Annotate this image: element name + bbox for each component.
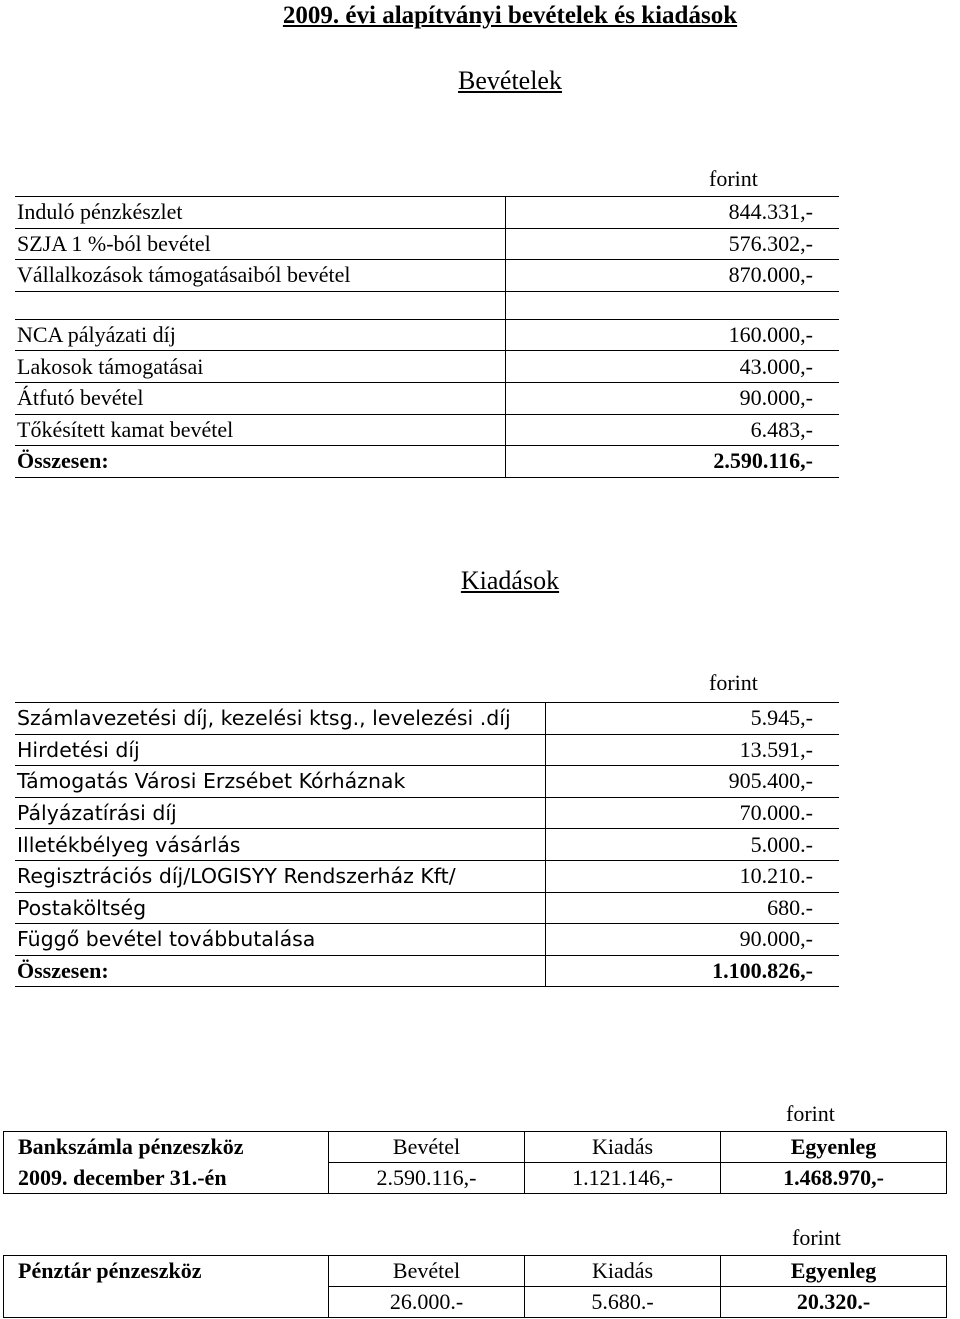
income-total-amount: 2.590.116,- <box>505 446 839 478</box>
table-row <box>15 766 839 798</box>
table-row <box>4 1256 947 1287</box>
table-spacer-row <box>15 291 839 319</box>
table-row <box>15 797 839 829</box>
expenses-table <box>15 702 839 987</box>
expense-row-amount: 5.000.- <box>545 829 839 861</box>
bank-income-value: 2.590.116,- <box>329 1163 525 1194</box>
table-row <box>15 197 839 229</box>
expense-row-label: Illetékbélyeg vásárlás <box>15 829 545 861</box>
expenses-total-row <box>15 955 839 987</box>
cash-col-expense: Kiadás <box>525 1256 721 1287</box>
table-row <box>15 924 839 956</box>
cash-unit-label: forint <box>792 1225 841 1250</box>
bank-label-line2: 2009. december 31.-én <box>4 1163 329 1194</box>
income-row-label: Átfutó bevétel <box>15 382 505 414</box>
table-row <box>15 228 839 260</box>
cash-income-value: 26.000.- <box>329 1287 525 1318</box>
document-title: 2009. évi alapítványi bevételek és kiadások <box>282 2 738 29</box>
expense-row-amount: 905.400,- <box>545 766 839 798</box>
expense-row-label: Postaköltség <box>15 892 545 924</box>
bank-col-balance: Egyenleg <box>721 1132 947 1163</box>
cash-balance-value: 20.320.- <box>721 1287 947 1318</box>
expense-row-amount: 5.945,- <box>545 703 839 735</box>
expense-row-amount: 70.000.- <box>545 797 839 829</box>
expenses-unit-label: forint <box>709 670 758 695</box>
table-row <box>15 703 839 735</box>
cash-label-empty <box>4 1287 329 1318</box>
income-heading: Bevételek <box>458 66 562 95</box>
income-row-label: Induló pénzkészlet <box>15 197 505 229</box>
income-row-label: NCA pályázati díj <box>15 319 505 351</box>
cash-summary-table <box>3 1255 947 1318</box>
income-row-amount: 844.331,- <box>505 197 839 229</box>
expense-row-amount: 90.000,- <box>545 924 839 956</box>
income-row-amount: 43.000,- <box>505 351 839 383</box>
expense-row-amount: 10.210.- <box>545 860 839 892</box>
table-row <box>15 319 839 351</box>
bank-col-income: Bevétel <box>329 1132 525 1163</box>
table-row <box>4 1287 947 1318</box>
income-total-label: Összesen: <box>15 446 505 478</box>
expense-row-label: Számlavezetési díj, kezelési ktsg., levelezési .díj <box>15 703 545 735</box>
table-row <box>15 382 839 414</box>
income-row-label: SZJA 1 %-ból bevétel <box>15 228 505 260</box>
bank-unit-label: forint <box>786 1101 835 1126</box>
bank-label-line1: Bankszámla pénzeszköz <box>4 1132 329 1163</box>
expense-row-label: Pályázatírási díj <box>15 797 545 829</box>
income-row-label: Vállalkozások támogatásaiból bevétel <box>15 260 505 292</box>
income-row-label: Tőkésített kamat bevétel <box>15 414 505 446</box>
table-row <box>15 860 839 892</box>
cash-col-income: Bevétel <box>329 1256 525 1287</box>
bank-balance-value: 1.468.970,- <box>721 1163 947 1194</box>
income-row-amount: 870.000,- <box>505 260 839 292</box>
income-row-amount: 576.302,- <box>505 228 839 260</box>
expense-row-amount: 13.591,- <box>545 734 839 766</box>
income-total-row <box>15 446 839 478</box>
bank-expense-value: 1.121.146,- <box>525 1163 721 1194</box>
income-row-amount: 160.000,- <box>505 319 839 351</box>
income-row-label: Lakosok támogatásai <box>15 351 505 383</box>
expenses-heading: Kiadások <box>460 566 560 595</box>
expense-row-label: Támogatás Városi Erzsébet Kórháznak <box>15 766 545 798</box>
cash-expense-value: 5.680.- <box>525 1287 721 1318</box>
income-row-amount: 90.000,- <box>505 382 839 414</box>
table-row <box>15 260 839 292</box>
expense-row-label: Hirdetési díj <box>15 734 545 766</box>
income-row-amount: 6.483,- <box>505 414 839 446</box>
expenses-total-label: Összesen: <box>15 955 545 987</box>
table-row <box>15 829 839 861</box>
expense-row-label: Regisztrációs díj/LOGISYY Rendszerház Kft/ <box>15 860 545 892</box>
expenses-total-amount: 1.100.826,- <box>545 955 839 987</box>
expense-row-amount: 680.- <box>545 892 839 924</box>
table-row <box>4 1132 947 1163</box>
income-table <box>15 196 839 478</box>
expense-row-label: Függő bevétel továbbutalása <box>15 924 545 956</box>
cash-col-balance: Egyenleg <box>721 1256 947 1287</box>
table-row <box>4 1163 947 1194</box>
table-row <box>15 734 839 766</box>
bank-summary-table <box>3 1131 947 1194</box>
table-row <box>15 414 839 446</box>
table-row <box>15 892 839 924</box>
table-row <box>15 351 839 383</box>
cash-label: Pénztár pénzeszköz <box>4 1256 329 1287</box>
income-unit-label: forint <box>709 166 758 191</box>
bank-col-expense: Kiadás <box>525 1132 721 1163</box>
